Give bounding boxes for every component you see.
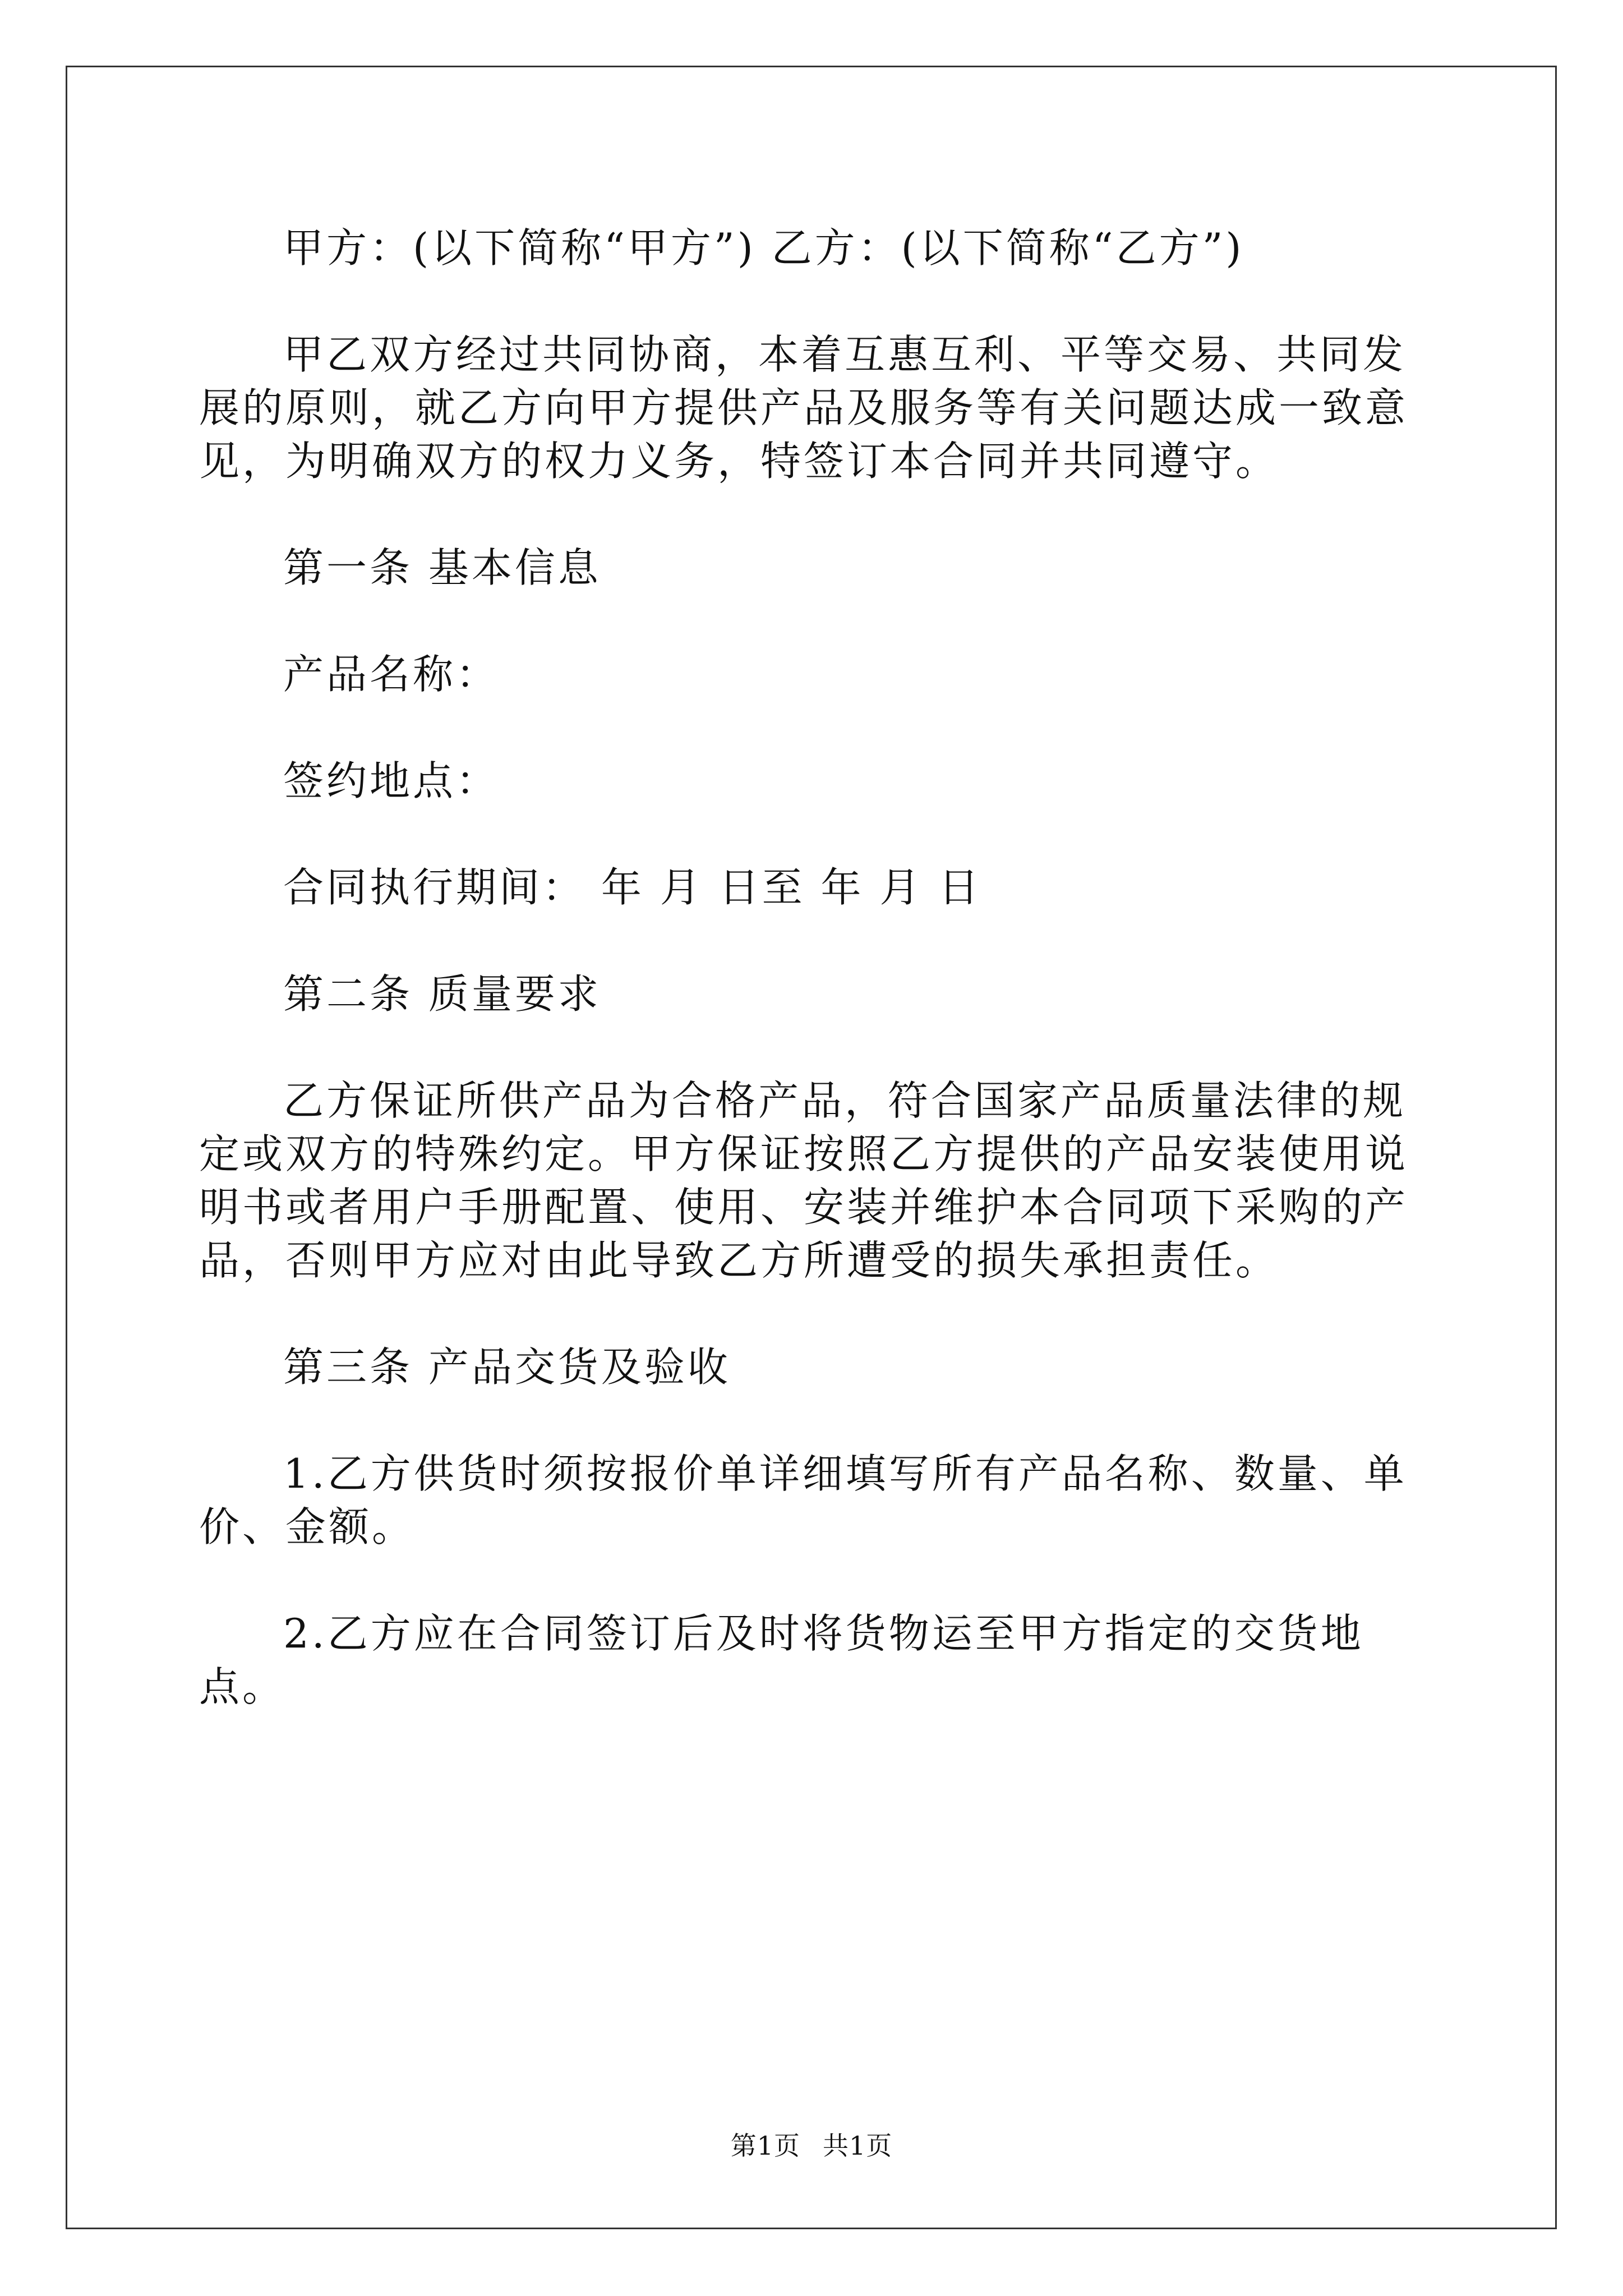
product-name-line: 产品名称： <box>283 651 500 698</box>
quality-paragraph: 乙方保证所供产品为合格产品，符合国家产品质量法律的规定或双方的特殊约定。甲方保证按照乙方提供的产品安装使用说明书或者用户手册配置、使用、安装并维护本合同项下采购的产品，否则甲方应对由此导致乙方所遭受的损失承担责任。 <box>199 1077 1409 1284</box>
delivery-item-2: 2.乙方应在合同签订后及时将货物运至甲方指定的交货地点。 <box>199 1610 1364 1710</box>
delivery-item-1: 1.乙方供货时须按报价单详细填写所有产品名称、数量、单价、金额。 <box>199 1450 1407 1550</box>
article-2-heading: 第二条 质量要求 <box>283 970 601 1018</box>
signing-location-line: 签约地点： <box>283 757 500 804</box>
page-number-total: 共1页 <box>823 2131 893 2161</box>
parties-line: 甲方：(以下简称“甲方”) 乙方：(以下简称“乙方”) <box>283 224 1244 272</box>
document-body <box>199 222 1427 1767</box>
page-number-current: 第1页 <box>730 2131 800 2161</box>
article-3-heading: 第三条 产品交货及验收 <box>283 1343 731 1391</box>
article-1-heading: 第一条 基本信息 <box>283 544 601 591</box>
contract-period-line: 合同执行期间： 年 月 日至 年 月 日 <box>283 864 982 911</box>
preamble-paragraph: 甲乙双方经过共同协商，本着互惠互利、平等交易、共同发展的原则，就乙方向甲方提供产品及服务等有关问题达成一致意见，为明确双方的权力义务，特签订本合同并共同遵守。 <box>199 331 1409 485</box>
page-footer <box>0 2129 1623 2162</box>
